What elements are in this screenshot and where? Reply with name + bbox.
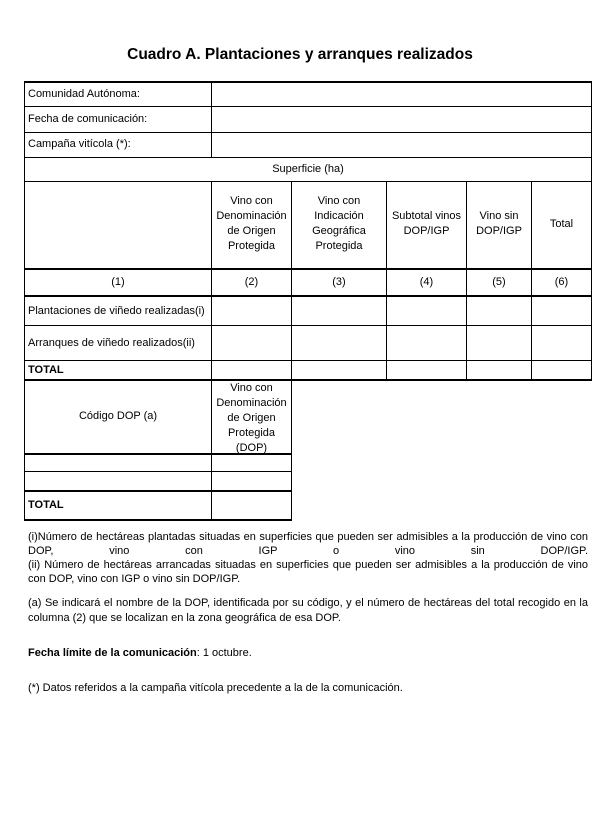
col-header-total: Total (549, 218, 574, 230)
comunidad-label: Comunidad Autónoma: (28, 88, 140, 100)
col-number: (6) (554, 276, 569, 288)
col-number: (3) (332, 276, 346, 288)
table-rule (24, 81, 25, 381)
fecha-limite-label: Fecha límite de la comunicación (28, 647, 197, 659)
table-rule (291, 379, 292, 520)
col-header-line: Vino con (317, 195, 361, 207)
dop-col-header (212, 381, 291, 456)
dop-total-label: TOTAL (28, 499, 64, 511)
table-rule (24, 132, 592, 133)
dop-header-line: Vino con (230, 382, 273, 394)
note-asterisk: (*) Datos referidos a la campaña vitícola precedente a la de la comunicación. (28, 682, 403, 694)
note-ii: (ii) Número de hectáreas arrancadas situadas en superficies que pueden ser admisibles a la producción de vino con DOP, vino con IGP o vino sin DOP/IGP. (28, 559, 588, 585)
col-header-sin (467, 209, 531, 239)
col-header-line: Denominación (216, 210, 287, 222)
dop-header-line: Protegida (227, 427, 276, 439)
col-header-dop (212, 194, 291, 254)
table-rule (591, 81, 592, 381)
table-rule (24, 360, 592, 361)
col-header-igp (292, 194, 386, 254)
col-header-line: Protegida (315, 240, 363, 252)
col-header-line: de Origen (227, 225, 276, 237)
col-number: (4) (419, 276, 434, 288)
col-header-line: Subtotal vinos (391, 210, 462, 222)
table-rule (24, 181, 592, 182)
dop-header-line: de Origen (227, 412, 276, 424)
col-number: (2) (244, 276, 259, 288)
col-header-line: Vino sin (479, 210, 519, 222)
campana-label: Campaña vitícola (*): (28, 138, 131, 150)
dop-header-line: Denominación (216, 397, 287, 409)
fecha-limite (28, 646, 588, 660)
col-header-line: Geográfica (312, 225, 366, 237)
table-rule (24, 490, 292, 492)
table-rule (24, 471, 292, 472)
table-rule (24, 519, 292, 521)
fecha-limite-value: : 1 octubre. (196, 647, 252, 659)
col-header-line: Protegida (227, 240, 276, 252)
dop-header-line: (DOP) (235, 442, 268, 454)
table-rule (24, 379, 592, 381)
page-title: Cuadro A. Plantaciones y arranques realizados (127, 46, 473, 63)
table-rule (24, 325, 592, 326)
table-rule (24, 81, 592, 83)
table-rule (24, 157, 592, 158)
note-a: (a) Se indicará el nombre de la DOP, identificada por su código, y el número de hectáreas del total recogido en la columna (2) que se localizan en la zona geográfica de esa DOP. (28, 597, 588, 624)
fecha-label: Fecha de comunicación: (28, 113, 148, 125)
note-i: (i)Número de hectáreas plantadas situadas en superficies que pueden ser admisibles a la producción de vino con DOP, vino con IGP o vino sin DOP/IGP. (28, 531, 588, 557)
table-rule (211, 81, 212, 158)
row-total-label: TOTAL (28, 364, 64, 376)
table-rule (24, 295, 592, 297)
col-header-subtotal (387, 209, 466, 239)
codigo-dop-label: Código DOP (a) (78, 410, 158, 422)
col-header-line: Indicación (314, 210, 364, 222)
row-arranques-label: Arranques de viñedo realizados(ii) (28, 337, 195, 349)
table-rule (24, 268, 592, 270)
table-rule (24, 106, 592, 107)
row-plantaciones-label: Plantaciones de viñedo realizadas(i) (28, 305, 205, 317)
superficie-label: Superficie (ha) (272, 163, 344, 175)
col-header-line: DOP/IGP (476, 225, 522, 237)
table-rule (24, 379, 25, 520)
col-header-line: Vino con (230, 195, 273, 207)
col-header-line: DOP/IGP (403, 225, 450, 237)
col-number: (1) (111, 276, 125, 288)
col-number: (5) (492, 276, 506, 288)
